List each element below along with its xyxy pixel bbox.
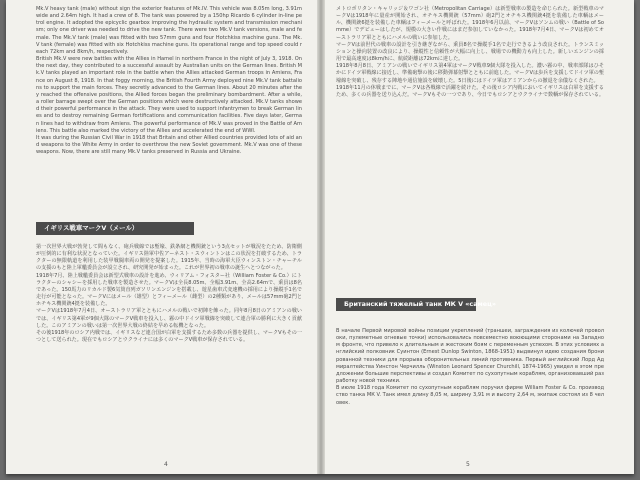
paragraph: メトロポリタン・キャリッジ＆ワゴン社（Metropolitan Carriage）は新型戦車の製造を命じられた。新型戦車のマークVは1918年に量産が開始され、オチキス機関銃（57mm）砲2門とオチキス機関銃4挺を装備した車輌はメール、機関銃6挺を装備した車輌はフィーメールと呼ばれた。1918年6月以前、マークVはソンムの戦い（Battle of Somme）でデビューはしたが、規模の大きい作戦にはまだ参加していなかった。1918年7月4日、マークVは初めてオーストラリア軍とともにハメルの戦いに参加した。: [336, 6, 604, 41]
paragraph: マークVは前世代の戦車の設計を引き継ぎながら、乗員8名で操縦手1名で走行できるよう改良された。トランスミッションと操向装置の改良により、操縦性と信頼性が大幅に向上し、戦場での機動力も向上した。新しいエンジンの採用で最高速度は8km/hに、航続距離は72kmに達した。: [336, 41, 604, 63]
page-number: 4: [164, 461, 168, 468]
english-text-block: [36, 6, 302, 216]
paragraph: British Mk.V were new battles with the Allies in Hamel in northern France in the night of July 3, 1918. On the next day, they contributed to a successful assault by Australian units on the German lines. British Mk.V tanks played an important role in the battle when the Allies attacked German troops in Amiens, France on August 8, 1918. In that foggy morning, the British Fourth Army deployed nine Mk.V tank battalions to support the main forces. They secretly advanced to the German lines. About 20 minutes after they reached the offensive positions, the Allied forces began the preliminary bombardment. After a while, a roller barrage swept over the German positions which were destructively attacked. Mk.V tanks showed their powerful performance in the attack. They were used to support infantrymen to break German lines and to destroy remaining German fortifications and communication facilities. Five days later, German lines had to withdraw from Amiens. The powerful performance of Mk.V was proved in the Battle of Amiens. This battle also marked the victory of the Allies and accelerated the end of WWI.: [36, 56, 302, 134]
booklet-spread: [6, 0, 634, 474]
paragraph: В июле 1918 года Комитет по сухопутным кораблям поручил фирме William Foster & Co. производство танка МК V. Танк имел длину 8,05 м, ширину 3,91 м и высоту 2,64 м, экипаж состоял из 8 человек.: [336, 385, 604, 406]
japanese-text-block: [336, 6, 604, 290]
paragraph: Mk.V heavy tank (male) without sign the exterior features of Mk.IV. This vehicle was 8.05m long, 3.91m wide and 2.64m high. It had a crew of 8. The tank was powered by a 150hp Ricardo 6 cylinder in-line petrol engine. It adopted the epicyclic gearbox improving the hydraulic system and transmission mechanism; only one driver was needed to drive the new tank. There were two Mk.V tank versions, male and female. The Mk.V tank (male) was fitted with two 57mm guns and four Hotchkiss machine guns. The Mk.V tank (female) was fitted with six Hotchkiss machine guns. Its operational range and top speed could reach 72km and 8km/h, respectively.: [36, 6, 302, 55]
paragraph: 1918年8月8日、アミアンの戦いでイギリス第4軍はマークV戦車9個大隊を投入した。濃い霧の中、戦車部隊はひそかにドイツ軍戦線に接近し、準備砲撃の後に移動弾幕射撃とともに前進した。マークVは歩兵を支援してドイツ軍の塹壕線を突破し、残存する陣地や通信施設を破壊した。5日後にはドイツ軍はアミアンからの撤退を余儀なくされた。: [336, 63, 604, 84]
section-heading-japanese: イギリス戦車マークV（メール）: [36, 222, 194, 235]
paragraph: 1918年7月、陸上戦艦委員会は新型式戦車の設計を進め、ウィリアム・フォスター社（William Foster & Co.）にトラクターのシャシーを採用した戦車を製造させた。マークVは全長8.05m、全幅3.91m、全高2.64mで、乗員は8名であった。150馬力のリカルド製6気筒直列ガソリンエンジンを搭載し、遊星歯車式変速機の採用により操縦手1名で走行が可能となった。マークVにはメール（雄型）とフィーメール（雌型）の2種類があり、メールは57mm砲2門とホチキス機関銃4挺を装備した。: [36, 272, 302, 308]
paragraph: その後1918年のロシア内戦では、イギリスなど連合国が白軍を支援するため多数の兵器を提供し、マークVもその一つとして送られた。現在でもロシアとウクライナには多くのマークV戦車が保存されている。: [36, 329, 302, 344]
page-number: 5: [466, 461, 470, 468]
paragraph: It was during the Russian Civil War in 1918 that Britain and other Allied countries provided lots of aid and weapons to the White Army in order to overthrow the new Soviet government. Mk.V was one of these weapons. Now, there are still many Mk.V tanks preserved in Russia and Ukraine.: [36, 134, 302, 156]
paragraph: マークVは1918年7月4日、オーストラリア軍とともにハメルの戦いで初陣を飾った。同年8月8日のアミアンの戦いでは、イギリス第4軍が9個大隊のマークV戦車を投入し、霧の中ドイツ軍戦線を突破して連合軍の勝利に大きく貢献した。このアミアンの戦いは第一次世界大戦の終結を早める転機となった。: [36, 308, 302, 329]
russian-text-block: [336, 328, 604, 464]
paragraph: 1918年11月の休戦までに、マークVは各戦線で活躍を続けた。その後ロシア内戦においてイギリスは白軍を支援するため、多くの兵器を送り込んだ。マークVもその一つであり、今日でもロシアとウクライナで数輌が保存されている。: [336, 84, 605, 98]
paragraph: В начале Первой мировой войны позиции укреплений (траншеи, заграждения из колючей проволоки, пулеметные огневые точки) использовались повсеместно воюющими сторонами на Западном фронте, что привело к длительным и жестоким боям с переменным успехом. В этих условиях английский полковник Суинтон (Ernest Dunlop Swinton, 1868-1951) выдвинул идею создания бронированной техники для прорыва оборонительных линий противника. Первый английский Лорд Адмиралтейства Уинстон Черчилль (Winston Leonard Spencer Churchill, 1874-1965) увидел в этом предложении большие перспективы и создал Комитет по сухопутным кораблям, организовавший разработку новой техники.: [336, 328, 604, 385]
paragraph: 第一次世界大戦が勃発して間もなく、砲兵戦線では塹壕、鉄条網と機関銃という3点セットが戦況をたため、防衛側が圧倒的に有利な状況となっていた。イギリス陸軍中佐アーネスト・スウィントンはこの状況を打破するため、トラクターの無限軌道を利用した装甲戦闘車両の開発を提案した。1915年、当時の海軍大臣ウィンストン・チャーチルの支援のもと陸上軍艦委員会が設立され、研究開発が始まった。これが世界初の戦車の誕生へとつながった。: [36, 244, 302, 272]
section-heading-russian: Британский тяжелый танк МК V «самец»: [336, 298, 476, 311]
right-page: [324, 0, 634, 474]
japanese-text-block: [36, 244, 302, 422]
left-page: [6, 0, 318, 474]
